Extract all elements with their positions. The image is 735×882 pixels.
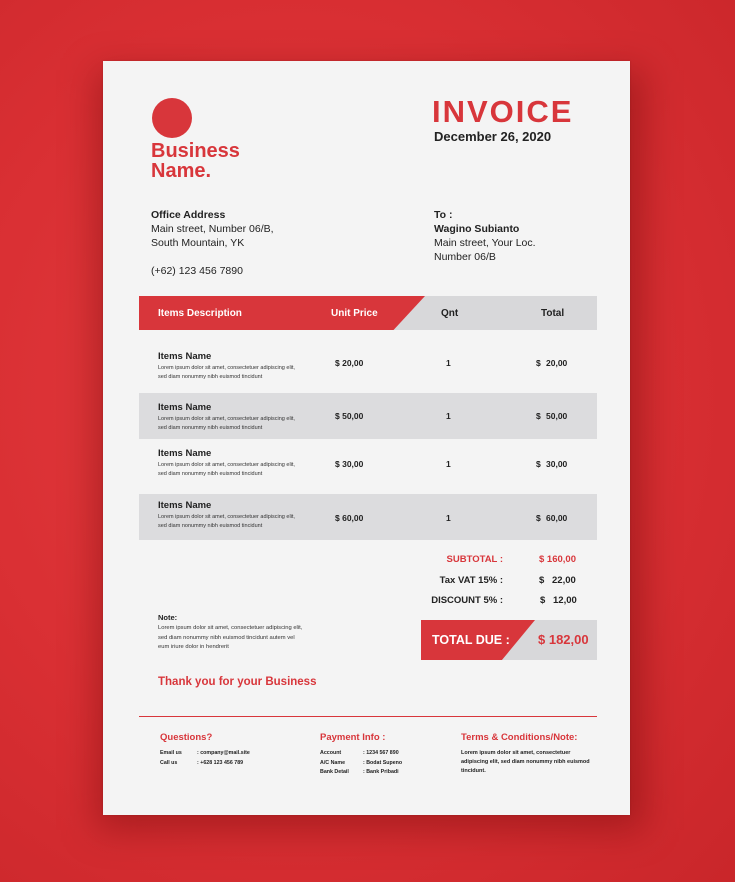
business-name: Business Name. bbox=[151, 140, 240, 182]
total-due-value: $ 182,00 bbox=[538, 632, 589, 647]
row-total-symbol: $ bbox=[536, 358, 541, 368]
payment-title: Payment Info : bbox=[320, 732, 386, 743]
row-total-symbol: $ bbox=[536, 411, 541, 421]
invoice-title: INVOICE bbox=[432, 94, 574, 129]
payment-values: : 1234 567 890 : Bodat Supeno : Bank Pribadi bbox=[363, 750, 403, 775]
row-qty: 1 bbox=[446, 358, 451, 368]
row-total: 50,00 bbox=[546, 411, 568, 421]
contact-labels: Email us Call us bbox=[160, 750, 182, 766]
note-section: Note: Lorem ipsum dolor sit amet, consectetuer adipiscing elit, sed diam nonummy nibh euismod tincidunt autem vel eum iriure dolor in hendrerit bbox=[158, 613, 303, 650]
row-total-symbol: $ bbox=[536, 513, 541, 523]
row-price: $ 30,00 bbox=[335, 459, 364, 469]
header-total: Total bbox=[541, 308, 565, 319]
payment-labels: Account A/C Name Bank Detail bbox=[320, 750, 349, 775]
thank-you-message: Thank you for your Business bbox=[158, 676, 317, 688]
office-address: Office Address Main street, Number 06/B, South Mountain, YK bbox=[151, 209, 274, 249]
discount-label: DISCOUNT 5% : bbox=[431, 595, 503, 606]
table-row: Items Name Lorem ipsum dolor sit amet, consectetuer adipiscing elit, sed diam nonummy nibh euismod tincidunt bbox=[158, 500, 295, 529]
header-description: Items Description bbox=[158, 308, 242, 319]
row-price: $ 20,00 bbox=[335, 358, 364, 368]
row-qty: 1 bbox=[446, 411, 451, 421]
recipient-address: To : Wagino Subianto Main street, Your Loc. Number 06/B bbox=[434, 209, 536, 263]
email-link[interactable]: : company@mail.site bbox=[197, 750, 250, 756]
office-phone: (+62) 123 456 7890 bbox=[151, 265, 243, 277]
terms-title: Terms & Conditions/Note: bbox=[461, 732, 578, 743]
logo-circle-icon bbox=[152, 98, 192, 138]
subtotal-value: $ 160,00 bbox=[539, 554, 576, 565]
header-unit-price: Unit Price bbox=[331, 308, 378, 319]
terms-text: Lorem ipsum dolor sit amet, consectetuer adipiscing elit, sed diam nonummy nibh euismod tincidunt. bbox=[461, 750, 590, 774]
row-qty: 1 bbox=[446, 459, 451, 469]
table-row: Items Name Lorem ipsum dolor sit amet, consectetuer adipiscing elit, sed diam nonummy nibh euismod tincidunt bbox=[158, 448, 295, 477]
tax-symbol: $ bbox=[539, 575, 545, 586]
row-total: 30,00 bbox=[546, 459, 568, 469]
discount-value: 12,00 bbox=[553, 595, 577, 606]
table-row: Items Name Lorem ipsum dolor sit amet, consectetuer adipiscing elit, sed diam nonummy nibh euismod tincidunt bbox=[158, 402, 295, 431]
invoice-document bbox=[103, 61, 630, 815]
row-total: 60,00 bbox=[546, 513, 568, 523]
tax-value: 22,00 bbox=[552, 575, 576, 586]
row-total: 20,00 bbox=[546, 358, 568, 368]
row-qty: 1 bbox=[446, 513, 451, 523]
row-total-symbol: $ bbox=[536, 459, 541, 469]
contact-values bbox=[197, 749, 250, 768]
tax-label: Tax VAT 15% : bbox=[439, 575, 503, 586]
questions-title: Questions? bbox=[160, 732, 213, 743]
total-due-label: TOTAL DUE : bbox=[432, 633, 510, 647]
phone-link[interactable]: : +628 123 456 789 bbox=[197, 759, 244, 766]
discount-symbol: $ bbox=[540, 595, 546, 606]
subtotal-label: SUBTOTAL : bbox=[446, 554, 503, 565]
header-qty: Qnt bbox=[441, 308, 459, 319]
footer-divider bbox=[139, 716, 597, 717]
table-row: Items Name Lorem ipsum dolor sit amet, consectetuer adipiscing elit, sed diam nonummy nibh euismod tincidunt bbox=[158, 351, 295, 380]
row-price: $ 60,00 bbox=[335, 513, 364, 523]
row-price: $ 50,00 bbox=[335, 411, 364, 421]
invoice-date: December 26, 2020 bbox=[434, 129, 552, 144]
